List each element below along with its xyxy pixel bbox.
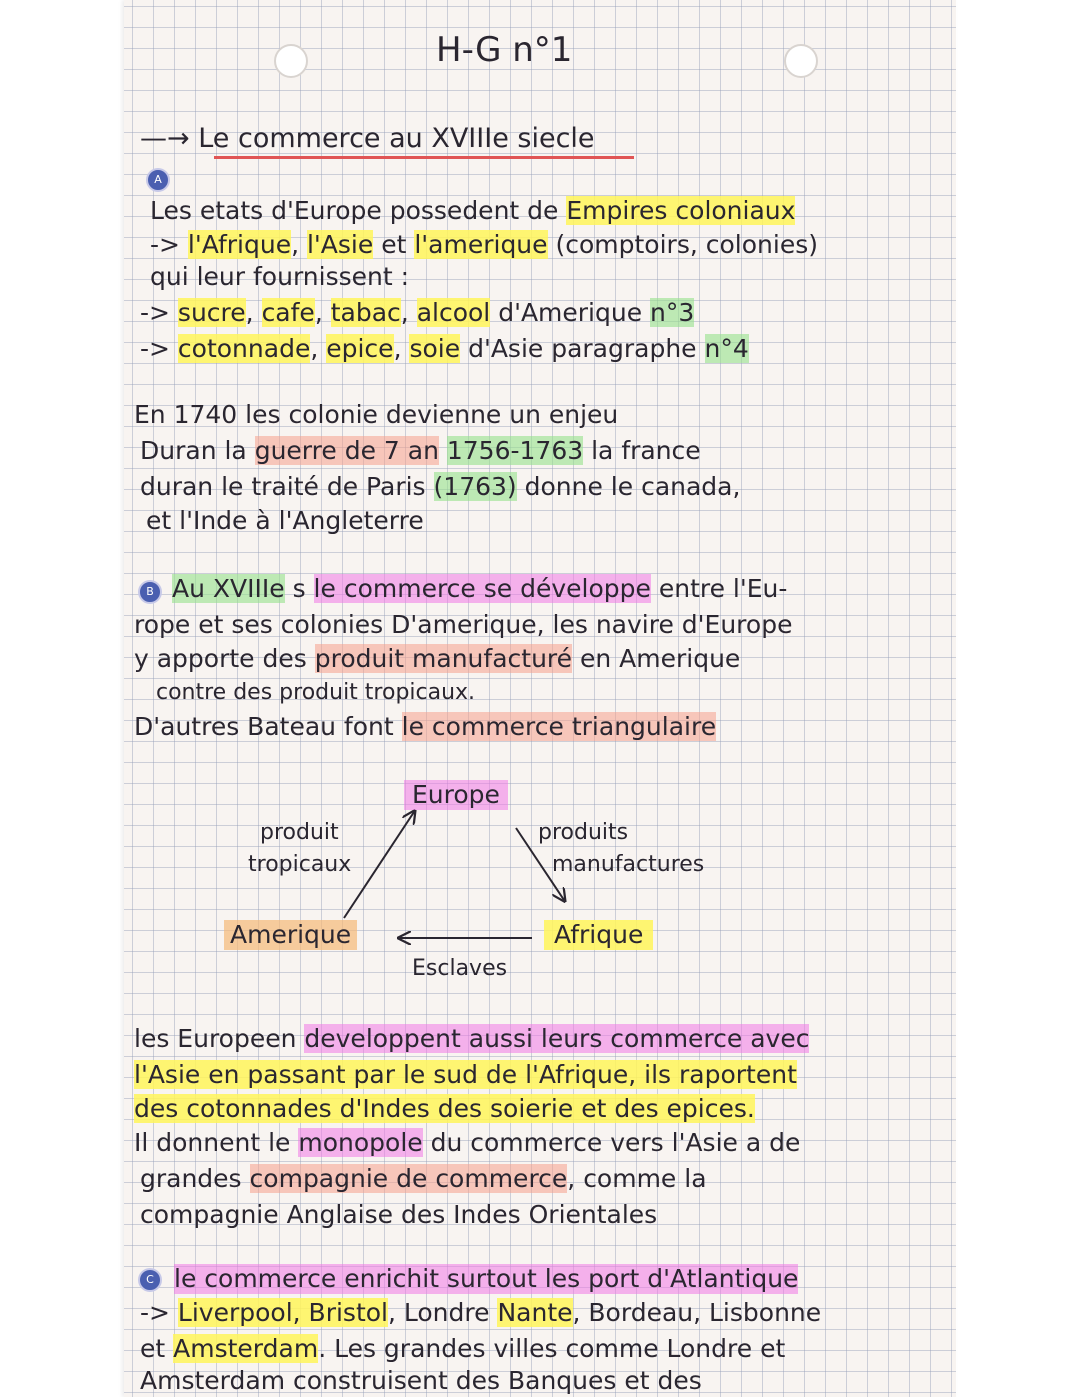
paragraph-asie-line-1: les Europeen developpent aussi leurs commerce avec (134, 1024, 810, 1053)
section-a-line-3: qui leur fournissent : (150, 262, 410, 291)
section-c-line-1: le commerce enrichit surtout les port d'Atlantique (174, 1264, 799, 1293)
section-a-line-1 (150, 196, 795, 226)
diagram-label-manufactures: manufactures (552, 852, 705, 877)
triangular-trade-diagram (124, 770, 956, 990)
section-b-badge: B (138, 580, 162, 604)
diagram-node-amerique: Amerique (224, 920, 357, 950)
heading-arrow: —→ (140, 123, 199, 154)
section-c-line-4: Amsterdam construisent des Banques et des (140, 1366, 702, 1395)
section-c-line-3: et Amsterdam. Les grandes villes comme Londre et (140, 1334, 786, 1363)
heading-underline (214, 156, 634, 159)
section-b-line-1: Au XVIIIe s le commerce se développe entre l'Eu- (172, 574, 788, 603)
section-a-text-1: Les etats d'Europe possedent de Empires coloniaux (150, 196, 796, 225)
section-c-badge: C (138, 1268, 162, 1292)
section-b-line-3: y apporte des produit manufacturé en Amerique (134, 644, 741, 673)
diagram-label-produit: produit (260, 820, 339, 845)
arrow-amerique-to-europe (344, 812, 414, 918)
section-b-line-5: D'autres Bateau font le commerce triangulaire (134, 712, 717, 741)
paragraph-1740-line-3: duran le traité de Paris (1763) donne le canada, (140, 472, 741, 501)
section-a-badge: A (146, 168, 170, 192)
notebook-page (124, 0, 956, 1397)
punch-hole-right (784, 44, 818, 78)
paragraph-asie-line-4: Il donnent le monopole du commerce vers l'Asie a de (134, 1128, 801, 1157)
page-title: H-G n°1 (436, 30, 573, 70)
section-b-line-4: contre des produit tropicaux. (156, 680, 476, 705)
paragraph-asie-line-3: des cotonnades d'Indes des soierie et des epices. (134, 1094, 755, 1123)
diagram-label-produits: produits (538, 820, 629, 845)
section-a-line-2: -> l'Afrique, l'Asie et l'amerique (comptoirs, colonies) (150, 230, 818, 259)
section-a-line-4: -> sucre, cafe, tabac, alcool d'Amerique n°3 (140, 298, 695, 327)
punch-hole-left (274, 44, 308, 78)
diagram-label-esclaves: Esclaves (412, 956, 508, 981)
diagram-node-europe: Europe (404, 780, 508, 810)
section-b-line-2: rope et ses colonies D'amerique, les navire d'Europe (134, 610, 793, 639)
paragraph-1740-line-2: Duran la guerre de 7 an 1756-1763 la france (140, 436, 701, 465)
paragraph-asie-line-6: compagnie Anglaise des Indes Orientales (140, 1200, 658, 1229)
paragraph-asie-line-2: l'Asie en passant par le sud de l'Afrique, ils raportent (134, 1060, 797, 1089)
diagram-node-afrique: Afrique (544, 920, 653, 950)
paragraph-asie-line-5: grandes compagnie de commerce, comme la (140, 1164, 707, 1193)
paragraph-1740-line-4: et l'Inde à l'Angleterre (146, 506, 424, 535)
section-c-line-2: -> Liverpool, Bristol, Londre Nante, Bordeau, Lisbonne (140, 1298, 822, 1327)
diagram-label-tropicaux: tropicaux (248, 852, 352, 877)
section-a-line-5: -> cotonnade, epice, soie d'Asie paragraphe n°4 (140, 334, 749, 363)
section-heading (140, 124, 595, 154)
paragraph-1740-line-1: En 1740 les colonie devienne un enjeu (134, 400, 619, 429)
heading-text: Le commerce au XVIIIe siecle (198, 123, 595, 154)
